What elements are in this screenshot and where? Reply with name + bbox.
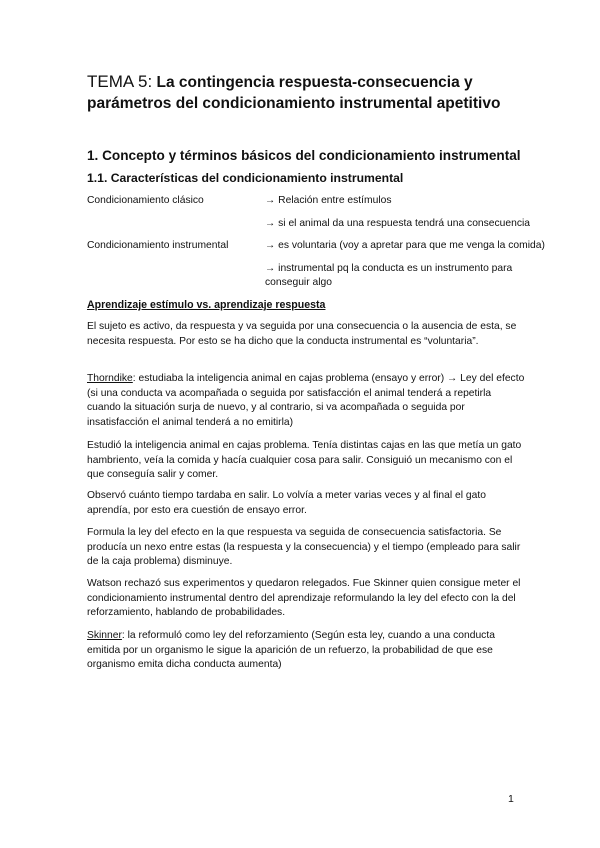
paragraph: El sujeto es activo, da respuesta y va seguida por una consecuencia o la ausencia de esta, se necesita respuesta. Por esto se ha dicho que la conducta instrumental es “voluntaria”. xyxy=(87,321,517,347)
paragraph: Formula la ley del efecto en la que respuesta va seguida de consecuencia satisfactoria. Se producía un nexo entre estas (la respuesta y la consecuencia) y el tiempo (empleado para salir de la caja problema) disminuye. xyxy=(87,527,521,568)
page-title xyxy=(87,71,557,114)
paragraph: Observó cuánto tiempo tardaba en salir. Lo volvía a meter varias veces y al final el gato aprendía, por esto era cuestión de ensayo error. xyxy=(87,490,486,516)
skinner-text: : la reformuló como ley del reforzamiento (Según esta ley, cuando a una conducta emitida por un organismo le sigue la aparición de un refuerzo, la probabilidad de que ese organismo emita dicha conducta aumenta) xyxy=(87,630,495,671)
paragraph-skinner xyxy=(87,629,527,673)
comparison-desc: → es voluntaria (voy a apretar para que me venga la comida) xyxy=(265,240,545,251)
subheading-underlined: Aprendizaje estímulo vs. aprendizaje respuesta xyxy=(87,299,326,311)
subsection-heading: 1.1. Características del condicionamiento instrumental xyxy=(87,171,404,185)
comparison-desc: → instrumental pq la conducta es un instrumento para conseguir algo xyxy=(265,263,513,288)
thorndike-text: : estudiaba la inteligencia animal en cajas problema (ensayo y error) → Ley del efecto (si una conducta va acompañada o seguida por satisfacción el animal tenderá a repetirla cuando la situación surja de nuevo, y al contrario, si va acompañada o seguida por insatisfacción el animal tenderá a no emitirla) xyxy=(87,373,525,428)
page-number: 1 xyxy=(508,793,514,805)
paragraph: Estudió la inteligencia animal en cajas problema. Tenía distintas cajas en las que metía un gato hambriento, veía la comida y hacía cualquier cosa para salir. Consiguió un mecanismo con el que conseguía salir y comer. xyxy=(87,440,522,481)
paragraph-thorndike xyxy=(87,372,527,430)
comparison-desc: → si el animal da una respuesta tendrá una consecuencia xyxy=(265,218,531,229)
comparison-desc: → Relación entre estímulos xyxy=(265,195,392,206)
paragraph: Watson rechazó sus experimentos y quedaron relegados. Fue Skinner quien consigue meter el condicionamiento instrumental dentro del aprendizaje reformulando la ley del efecto con la del reforzamiento, hablando de probabilidades. xyxy=(87,578,521,619)
section-heading: 1. Concepto y términos básicos del condicionamiento instrumental xyxy=(87,148,521,163)
comparison-term: Condicionamiento instrumental xyxy=(87,240,229,251)
title-line2: parámetros del condicionamiento instrumental apetitivo xyxy=(87,95,501,112)
title-number: TEMA 5: xyxy=(87,72,153,91)
thorndike-label: Thorndike xyxy=(87,373,133,384)
title-line1: La contingencia respuesta-consecuencia y xyxy=(156,74,473,91)
skinner-label: Skinner xyxy=(87,630,122,641)
comparison-term: Condicionamiento clásico xyxy=(87,195,204,206)
